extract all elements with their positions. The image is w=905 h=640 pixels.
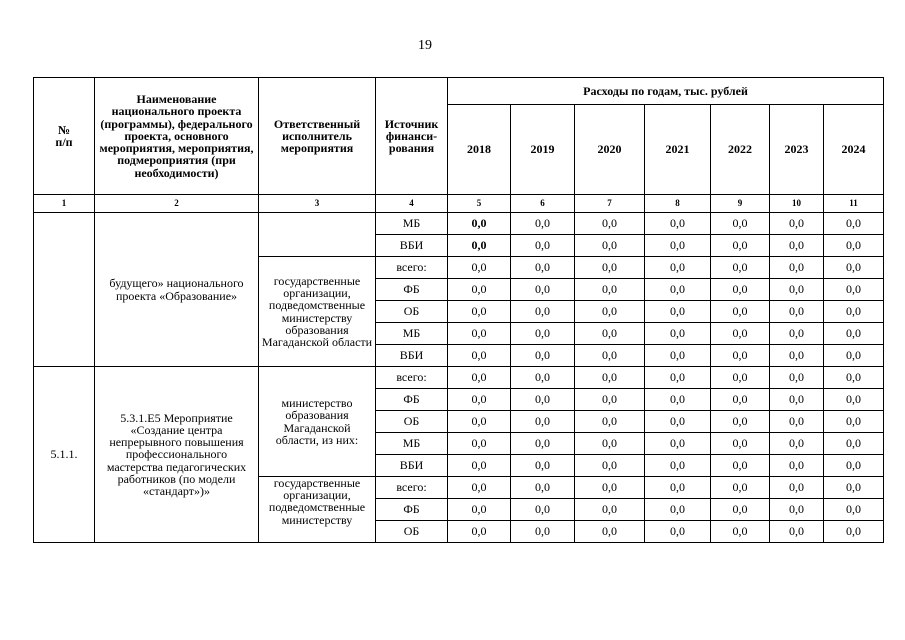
item-number-cell: 5.1.1.	[34, 367, 95, 543]
value-cell: 0,0	[711, 477, 770, 499]
column-number: 11	[824, 195, 884, 213]
value-cell: 0,0	[645, 367, 711, 389]
value-cell: 0,0	[575, 213, 645, 235]
value-cell: 0,0	[770, 323, 824, 345]
value-cell: 0,0	[645, 433, 711, 455]
value-cell: 0,0	[824, 345, 884, 367]
value-cell: 0,0	[645, 257, 711, 279]
value-cell: 0,0	[511, 279, 575, 301]
value-cell: 0,0	[511, 345, 575, 367]
header-year: 2024	[824, 105, 884, 195]
column-number: 1	[34, 195, 95, 213]
value-cell: 0,0	[770, 279, 824, 301]
responsible-cell	[259, 213, 376, 257]
funding-source-cell: всего:	[376, 477, 448, 499]
funding-source-cell: МБ	[376, 433, 448, 455]
column-number: 4	[376, 195, 448, 213]
funding-source-cell: ОБ	[376, 521, 448, 543]
column-number: 10	[770, 195, 824, 213]
value-cell: 0,0	[711, 411, 770, 433]
value-cell: 0,0	[511, 389, 575, 411]
funding-source-cell: ФБ	[376, 499, 448, 521]
value-cell: 0,0	[824, 367, 884, 389]
value-cell: 0,0	[711, 301, 770, 323]
value-cell: 0,0	[770, 235, 824, 257]
header-year: 2020	[575, 105, 645, 195]
value-cell: 0,0	[448, 367, 511, 389]
value-cell: 0,0	[645, 455, 711, 477]
value-cell: 0,0	[770, 521, 824, 543]
value-cell: 0,0	[824, 257, 884, 279]
value-cell: 0,0	[511, 235, 575, 257]
funding-source-cell: всего:	[376, 367, 448, 389]
value-cell: 0,0	[448, 235, 511, 257]
column-number: 8	[645, 195, 711, 213]
value-cell: 0,0	[770, 301, 824, 323]
funding-source-cell: ФБ	[376, 279, 448, 301]
value-cell: 0,0	[770, 499, 824, 521]
header-num: № п/п	[34, 78, 95, 195]
value-cell: 0,0	[645, 389, 711, 411]
value-cell: 0,0	[448, 411, 511, 433]
value-cell: 0,0	[770, 389, 824, 411]
value-cell: 0,0	[824, 521, 884, 543]
header-expenses: Расходы по годам, тыс. рублей	[448, 78, 884, 105]
value-cell: 0,0	[824, 433, 884, 455]
value-cell: 0,0	[645, 521, 711, 543]
value-cell: 0,0	[448, 279, 511, 301]
value-cell: 0,0	[824, 499, 884, 521]
item-number-cell	[34, 213, 95, 367]
value-cell: 0,0	[645, 235, 711, 257]
value-cell: 0,0	[575, 345, 645, 367]
value-cell: 0,0	[770, 477, 824, 499]
value-cell: 0,0	[575, 279, 645, 301]
value-cell: 0,0	[770, 257, 824, 279]
value-cell: 0,0	[448, 257, 511, 279]
value-cell: 0,0	[448, 521, 511, 543]
value-cell: 0,0	[448, 433, 511, 455]
value-cell: 0,0	[575, 455, 645, 477]
header-name: Наименование национального проекта (программы), федерального проекта, основного мероприятия, мероприятия, подмероприятия (при необходимости)	[95, 78, 259, 195]
value-cell: 0,0	[824, 411, 884, 433]
value-cell: 0,0	[824, 323, 884, 345]
page-number: 19	[418, 38, 432, 53]
value-cell: 0,0	[645, 279, 711, 301]
column-number: 9	[711, 195, 770, 213]
value-cell: 0,0	[448, 213, 511, 235]
value-cell: 0,0	[824, 477, 884, 499]
funding-source-cell: ОБ	[376, 411, 448, 433]
item-name-cell: 5.3.1.Е5 Мероприятие «Создание центра непрерывного повышения профессионального мастерства педагогических работников (по модели «стандарт»)»	[95, 367, 259, 543]
value-cell: 0,0	[711, 235, 770, 257]
value-cell: 0,0	[511, 477, 575, 499]
value-cell: 0,0	[575, 477, 645, 499]
column-number: 3	[259, 195, 376, 213]
item-name-cell: будущего» национального проекта «Образование»	[95, 213, 259, 367]
value-cell: 0,0	[711, 345, 770, 367]
value-cell: 0,0	[448, 477, 511, 499]
value-cell: 0,0	[770, 455, 824, 477]
value-cell: 0,0	[770, 345, 824, 367]
header-year: 2023	[770, 105, 824, 195]
value-cell: 0,0	[575, 323, 645, 345]
column-number: 7	[575, 195, 645, 213]
value-cell: 0,0	[575, 389, 645, 411]
value-cell: 0,0	[511, 521, 575, 543]
value-cell: 0,0	[511, 323, 575, 345]
budget-table	[33, 77, 884, 543]
column-number: 6	[511, 195, 575, 213]
value-cell: 0,0	[645, 477, 711, 499]
funding-source-cell: ОБ	[376, 301, 448, 323]
value-cell: 0,0	[711, 433, 770, 455]
funding-source-cell: МБ	[376, 213, 448, 235]
value-cell: 0,0	[575, 521, 645, 543]
funding-source-cell: ВБИ	[376, 235, 448, 257]
value-cell: 0,0	[711, 389, 770, 411]
value-cell: 0,0	[448, 345, 511, 367]
header-responsible: Ответственный исполнитель мероприятия	[259, 78, 376, 195]
header-year: 2022	[711, 105, 770, 195]
value-cell: 0,0	[575, 411, 645, 433]
value-cell: 0,0	[824, 455, 884, 477]
value-cell: 0,0	[448, 499, 511, 521]
funding-source-cell: ФБ	[376, 389, 448, 411]
value-cell: 0,0	[511, 411, 575, 433]
value-cell: 0,0	[770, 433, 824, 455]
value-cell: 0,0	[770, 367, 824, 389]
table-row	[34, 367, 884, 389]
value-cell: 0,0	[824, 389, 884, 411]
value-cell: 0,0	[448, 389, 511, 411]
funding-source-cell: ВБИ	[376, 345, 448, 367]
value-cell: 0,0	[511, 433, 575, 455]
header-year: 2021	[645, 105, 711, 195]
value-cell: 0,0	[711, 499, 770, 521]
value-cell: 0,0	[645, 411, 711, 433]
value-cell: 0,0	[711, 455, 770, 477]
value-cell: 0,0	[575, 301, 645, 323]
value-cell: 0,0	[575, 367, 645, 389]
value-cell: 0,0	[770, 213, 824, 235]
value-cell: 0,0	[711, 323, 770, 345]
responsible-cell: государственные организации, подведомственные министерству образования Магаданской области	[259, 257, 376, 367]
value-cell: 0,0	[645, 301, 711, 323]
value-cell: 0,0	[575, 257, 645, 279]
value-cell: 0,0	[711, 521, 770, 543]
value-cell: 0,0	[824, 279, 884, 301]
value-cell: 0,0	[448, 455, 511, 477]
value-cell: 0,0	[511, 499, 575, 521]
header-source: Источник финанси-рования	[376, 78, 448, 195]
value-cell: 0,0	[645, 323, 711, 345]
value-cell: 0,0	[645, 345, 711, 367]
value-cell: 0,0	[711, 257, 770, 279]
value-cell: 0,0	[511, 257, 575, 279]
value-cell: 0,0	[824, 235, 884, 257]
value-cell: 0,0	[511, 455, 575, 477]
value-cell: 0,0	[645, 499, 711, 521]
column-number: 2	[95, 195, 259, 213]
value-cell: 0,0	[711, 367, 770, 389]
table-row	[34, 213, 884, 235]
value-cell: 0,0	[575, 499, 645, 521]
funding-source-cell: ВБИ	[376, 455, 448, 477]
value-cell: 0,0	[824, 213, 884, 235]
header-year: 2019	[511, 105, 575, 195]
value-cell: 0,0	[645, 213, 711, 235]
responsible-cell: государственные организации, подведомственные министерству	[259, 477, 376, 543]
funding-source-cell: всего:	[376, 257, 448, 279]
header-year: 2018	[448, 105, 511, 195]
value-cell: 0,0	[711, 279, 770, 301]
value-cell: 0,0	[511, 213, 575, 235]
value-cell: 0,0	[511, 367, 575, 389]
value-cell: 0,0	[770, 411, 824, 433]
value-cell: 0,0	[575, 235, 645, 257]
value-cell: 0,0	[824, 301, 884, 323]
value-cell: 0,0	[711, 213, 770, 235]
column-number: 5	[448, 195, 511, 213]
value-cell: 0,0	[511, 301, 575, 323]
value-cell: 0,0	[448, 323, 511, 345]
funding-source-cell: МБ	[376, 323, 448, 345]
responsible-cell: министерство образования Магаданской области, из них:	[259, 367, 376, 477]
value-cell: 0,0	[448, 301, 511, 323]
value-cell: 0,0	[575, 433, 645, 455]
